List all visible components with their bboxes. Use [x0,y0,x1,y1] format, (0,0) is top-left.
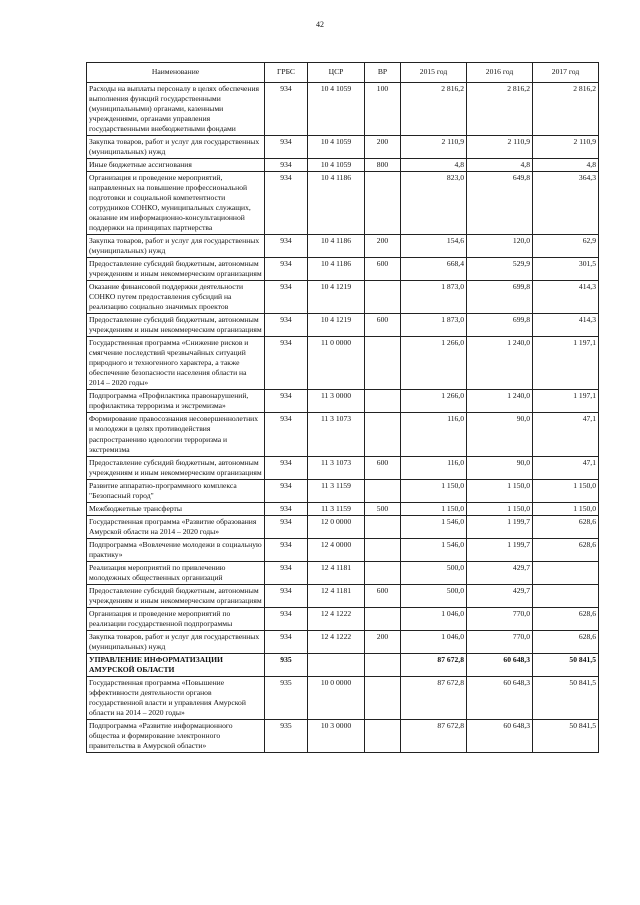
cell-2017 [533,584,599,607]
cell-2017: 414,3 [533,314,599,337]
cell-name: Оказание финансовой поддержки деятельности СОНКО путем предоставления субсидий на реализацию социально значимых проектов [87,281,265,314]
cell-2017: 4,8 [533,159,599,172]
cell-2016: 2 110,9 [467,136,533,159]
cell-name: Формирование правосознания несовершеннолетних и молодежи в целях противодействия распространению идеологии терроризма и экстремизма [87,413,265,456]
table-row [87,159,599,172]
table-row [87,630,599,653]
cell-2016: 1 199,7 [467,538,533,561]
cell-2015: 154,6 [401,235,467,258]
cell-vr: 200 [365,136,401,159]
cell-name: Организация и проведение мероприятий, направленных на повышение профессиональной подготовки и социальной компетентности сотрудников СОНКО, муниципальных служащих, оказание им информационно-консультационной поддержки на принципах партнерства [87,172,265,235]
cell-vr [365,515,401,538]
cell-2017: 1 150,0 [533,502,599,515]
cell-vr: 200 [365,235,401,258]
cell-csr: 10 3 0000 [308,719,365,752]
table-row [87,607,599,630]
table-row [87,515,599,538]
cell-2015: 1 266,0 [401,337,467,390]
cell-2015: 500,0 [401,561,467,584]
table-row [87,502,599,515]
cell-2015: 2 110,9 [401,136,467,159]
cell-name: Иные бюджетные ассигнования [87,159,265,172]
cell-name: Подпрограмма «Развитие информационного общества и формирование электронного правительства в Амурской области» [87,719,265,752]
cell-2015: 1 873,0 [401,281,467,314]
cell-2015: 87 672,8 [401,719,467,752]
cell-2015: 1 150,0 [401,502,467,515]
cell-vr [365,390,401,413]
cell-2017: 1 150,0 [533,479,599,502]
cell-grbs: 934 [265,538,308,561]
table-row [87,136,599,159]
table-row [87,258,599,281]
cell-2016: 699,8 [467,281,533,314]
cell-2016: 4,8 [467,159,533,172]
cell-csr: 11 3 1073 [308,456,365,479]
cell-2017: 628,6 [533,538,599,561]
cell-2017: 1 197,1 [533,337,599,390]
cell-2016: 429,7 [467,561,533,584]
header-vr: ВР [365,63,401,83]
cell-name: Развитие аппаратно-программного комплекса "Безопасный город" [87,479,265,502]
cell-csr [308,653,365,676]
header-2017: 2017 год [533,63,599,83]
header-csr: ЦСР [308,63,365,83]
table-row [87,584,599,607]
header-grbs: ГРБС [265,63,308,83]
cell-name: УПРАВЛЕНИЕ ИНФОРМАТИЗАЦИИ АМУРСКОЙ ОБЛАСТИ [87,653,265,676]
cell-name: Расходы на выплаты персоналу в целях обеспечения выполнения функций государственными (муниципальными) органами, казенными учреждениями, органами управления государственными внебюджетными фондами [87,83,265,136]
cell-grbs: 934 [265,630,308,653]
cell-2016: 699,8 [467,314,533,337]
cell-name: Закупка товаров, работ и услуг для государственных (муниципальных) нужд [87,630,265,653]
table-row [87,538,599,561]
cell-grbs: 934 [265,172,308,235]
cell-name: Государственная программа «Развитие образования Амурской области на 2014 – 2020 годы» [87,515,265,538]
cell-csr: 11 3 1073 [308,413,365,456]
cell-2016: 2 816,2 [467,83,533,136]
cell-2015: 1 546,0 [401,515,467,538]
cell-name: Государственная программа «Снижение рисков и смягчение последствий чрезвычайных ситуаций природного и техногенного характера, а также обеспечение безопасности населения области на 2014 – 2020 годы» [87,337,265,390]
cell-vr: 100 [365,83,401,136]
cell-2017: 2 816,2 [533,83,599,136]
table-row [87,235,599,258]
budget-table [86,62,599,753]
cell-2015: 1 266,0 [401,390,467,413]
table-row [87,676,599,719]
cell-grbs: 934 [265,83,308,136]
cell-csr: 12 4 1181 [308,561,365,584]
cell-csr: 11 3 0000 [308,390,365,413]
table-body [87,83,599,753]
cell-2016: 60 648,3 [467,719,533,752]
cell-2015: 87 672,8 [401,676,467,719]
cell-2016: 649,8 [467,172,533,235]
cell-name: Закупка товаров, работ и услуг для государственных (муниципальных) нужд [87,235,265,258]
cell-vr [365,479,401,502]
cell-2016: 1 240,0 [467,337,533,390]
cell-2016: 1 240,0 [467,390,533,413]
header-name: Наименование [87,63,265,83]
table-row [87,83,599,136]
cell-2016: 120,0 [467,235,533,258]
page-number: 42 [316,20,324,29]
cell-2017: 62,9 [533,235,599,258]
cell-2017: 628,6 [533,515,599,538]
cell-2017: 364,3 [533,172,599,235]
table-header-row [87,63,599,83]
cell-csr: 10 4 1219 [308,314,365,337]
cell-vr: 600 [365,584,401,607]
cell-grbs: 934 [265,413,308,456]
table-row [87,719,599,752]
cell-name: Организация и проведение мероприятий по реализации государственной подпрограммы [87,607,265,630]
cell-name: Предоставление субсидий бюджетным, автономным учреждениям и иным некоммерческим организациям [87,314,265,337]
cell-vr: 800 [365,159,401,172]
cell-vr [365,538,401,561]
cell-grbs: 934 [265,258,308,281]
cell-name: Реализация мероприятий по привлечению молодежных общественных организаций [87,561,265,584]
cell-grbs: 935 [265,719,308,752]
cell-2017: 628,6 [533,607,599,630]
cell-2017: 47,1 [533,456,599,479]
cell-csr: 12 0 0000 [308,515,365,538]
cell-2017: 301,5 [533,258,599,281]
cell-2015: 4,8 [401,159,467,172]
cell-2016: 1 150,0 [467,479,533,502]
cell-grbs: 935 [265,653,308,676]
cell-grbs: 934 [265,479,308,502]
table-row [87,337,599,390]
cell-2016: 90,0 [467,456,533,479]
cell-grbs: 934 [265,584,308,607]
cell-grbs: 934 [265,561,308,584]
cell-2015: 823,0 [401,172,467,235]
cell-csr: 11 0 0000 [308,337,365,390]
cell-grbs: 934 [265,390,308,413]
cell-2015: 1 046,0 [401,607,467,630]
cell-name: Подпрограмма «Профилактика правонарушений, профилактика терроризма и экстремизма» [87,390,265,413]
cell-vr: 600 [365,314,401,337]
cell-csr: 10 0 0000 [308,676,365,719]
cell-2015: 500,0 [401,584,467,607]
cell-2017: 47,1 [533,413,599,456]
cell-2017: 628,6 [533,630,599,653]
cell-csr: 10 4 1219 [308,281,365,314]
cell-grbs: 934 [265,136,308,159]
cell-grbs: 934 [265,281,308,314]
cell-grbs: 934 [265,456,308,479]
cell-csr: 12 4 0000 [308,538,365,561]
table-row [87,314,599,337]
cell-2017: 1 197,1 [533,390,599,413]
cell-name: Межбюджетные трансферты [87,502,265,515]
cell-csr: 10 4 1186 [308,172,365,235]
cell-2015: 1 150,0 [401,479,467,502]
cell-vr [365,413,401,456]
cell-vr: 600 [365,258,401,281]
table-row [87,281,599,314]
cell-2016: 1 150,0 [467,502,533,515]
cell-2017 [533,561,599,584]
cell-vr [365,719,401,752]
cell-grbs: 935 [265,676,308,719]
table-row [87,653,599,676]
cell-name: Предоставление субсидий бюджетным, автономным учреждениям и иным некоммерческим организациям [87,258,265,281]
cell-grbs: 934 [265,159,308,172]
header-2016: 2016 год [467,63,533,83]
cell-vr [365,561,401,584]
cell-2017: 50 841,5 [533,653,599,676]
cell-2016: 90,0 [467,413,533,456]
header-2015: 2015 год [401,63,467,83]
cell-vr [365,281,401,314]
cell-csr: 10 4 1186 [308,258,365,281]
cell-vr: 500 [365,502,401,515]
cell-2015: 1 046,0 [401,630,467,653]
cell-2017: 414,3 [533,281,599,314]
cell-grbs: 934 [265,515,308,538]
cell-2016: 770,0 [467,630,533,653]
cell-2015: 116,0 [401,456,467,479]
cell-vr: 200 [365,630,401,653]
table-row [87,413,599,456]
cell-name: Предоставление субсидий бюджетным, автономным учреждениям и иным некоммерческим организациям [87,584,265,607]
cell-csr: 12 4 1222 [308,607,365,630]
cell-csr: 10 4 1059 [308,83,365,136]
cell-csr: 10 4 1186 [308,235,365,258]
cell-csr: 11 3 1159 [308,502,365,515]
cell-2016: 429,7 [467,584,533,607]
cell-2016: 60 648,3 [467,653,533,676]
table-row [87,479,599,502]
cell-vr [365,172,401,235]
cell-csr: 11 3 1159 [308,479,365,502]
cell-2015: 116,0 [401,413,467,456]
cell-2015: 87 672,8 [401,653,467,676]
cell-vr [365,607,401,630]
cell-2016: 60 648,3 [467,676,533,719]
cell-name: Закупка товаров, работ и услуг для государственных (муниципальных) нужд [87,136,265,159]
cell-grbs: 934 [265,337,308,390]
cell-2016: 1 199,7 [467,515,533,538]
cell-vr: 600 [365,456,401,479]
cell-grbs: 934 [265,235,308,258]
cell-2015: 2 816,2 [401,83,467,136]
cell-2015: 668,4 [401,258,467,281]
cell-2017: 2 110,9 [533,136,599,159]
cell-2016: 770,0 [467,607,533,630]
cell-csr: 10 4 1059 [308,159,365,172]
table-row [87,561,599,584]
table-row [87,172,599,235]
cell-csr: 10 4 1059 [308,136,365,159]
cell-2015: 1 873,0 [401,314,467,337]
cell-2017: 50 841,5 [533,719,599,752]
table-row [87,456,599,479]
cell-vr [365,676,401,719]
cell-name: Предоставление субсидий бюджетным, автономным учреждениям и иным некоммерческим организациям [87,456,265,479]
table-row [87,390,599,413]
cell-vr [365,337,401,390]
cell-csr: 12 4 1222 [308,630,365,653]
cell-2017: 50 841,5 [533,676,599,719]
cell-2015: 1 546,0 [401,538,467,561]
cell-grbs: 934 [265,607,308,630]
cell-2016: 529,9 [467,258,533,281]
cell-grbs: 934 [265,314,308,337]
cell-csr: 12 4 1181 [308,584,365,607]
cell-name: Подпрограмма «Вовлечение молодежи в социальную практику» [87,538,265,561]
cell-grbs: 934 [265,502,308,515]
cell-vr [365,653,401,676]
cell-name: Государственная программа «Повышение эффективности деятельности органов государственной власти и управления Амурской области на 2014 – 2020 годы» [87,676,265,719]
